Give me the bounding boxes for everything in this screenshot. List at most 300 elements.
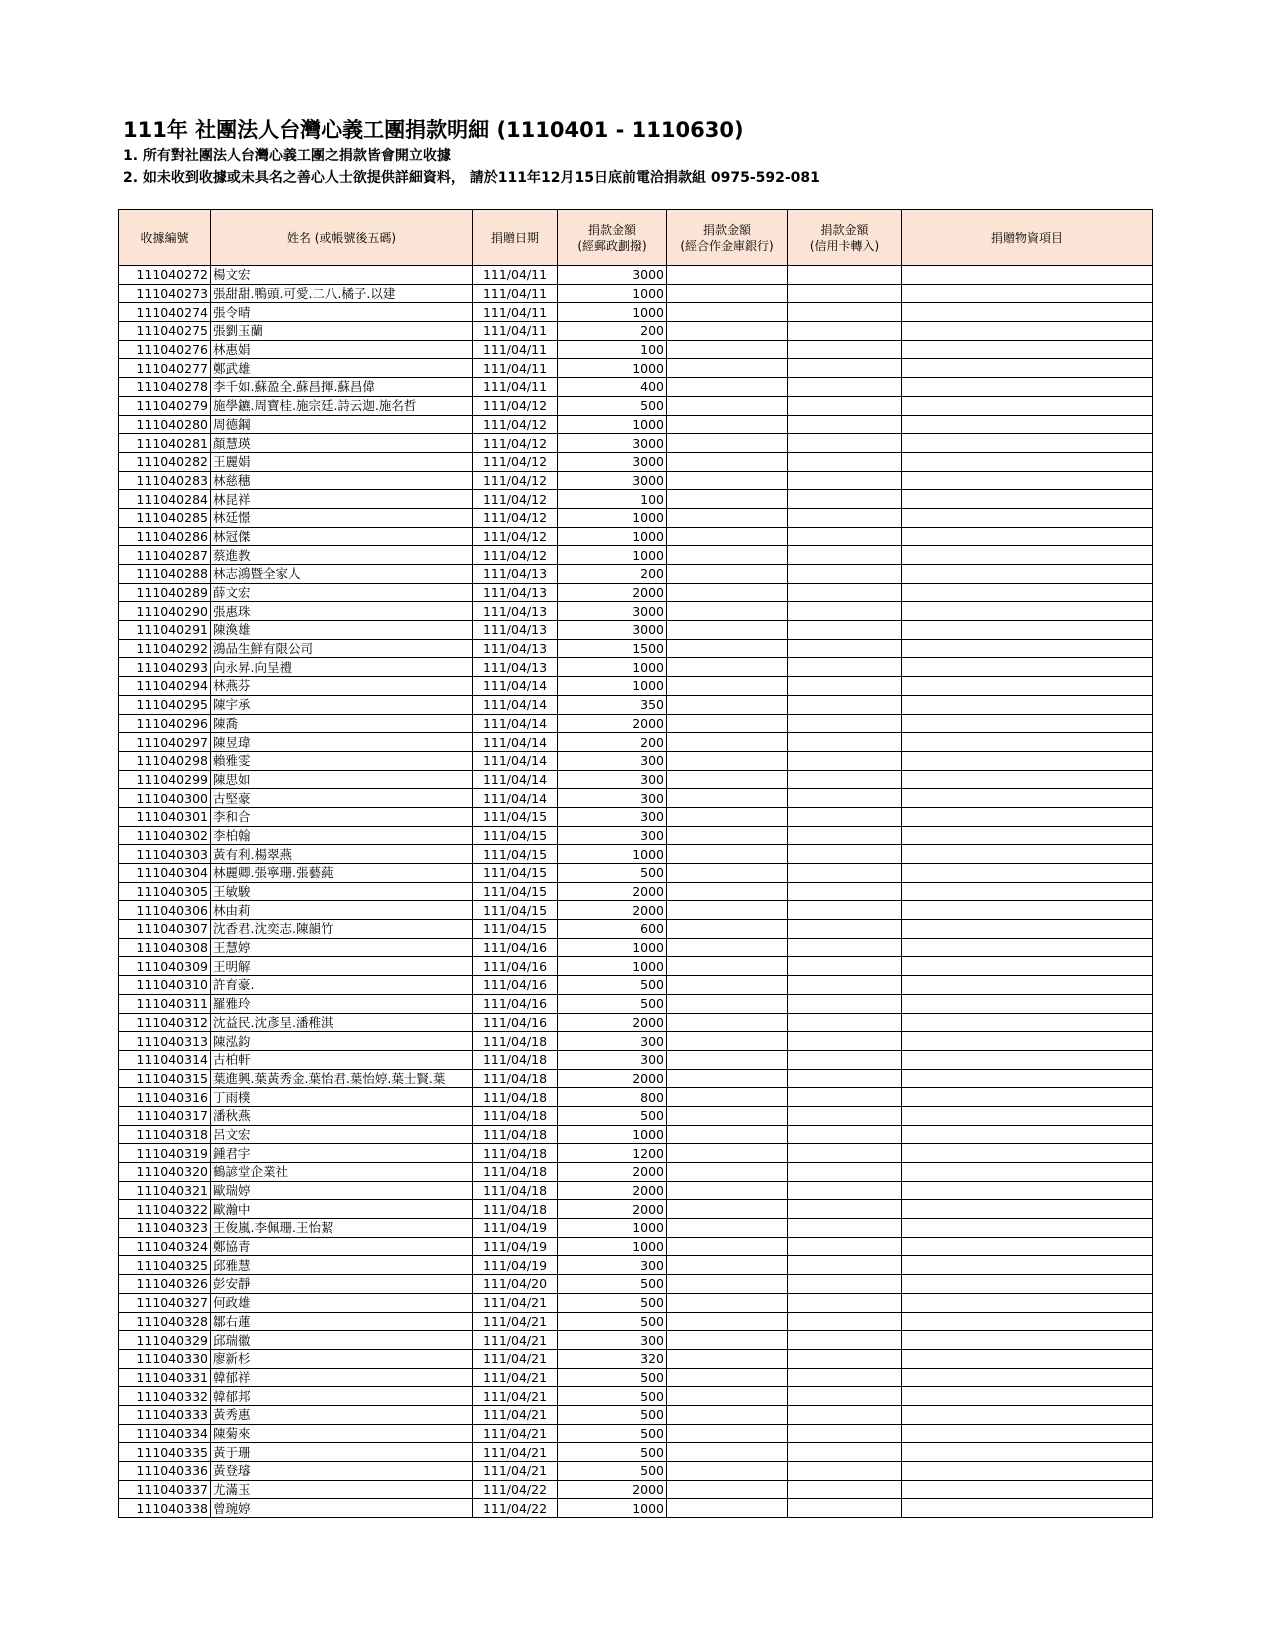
table-row [119,1144,1153,1163]
cell-goods [902,1368,1153,1387]
cell-receipt-no: 111040311 [119,994,211,1013]
cell-name: 林惠娟 [211,340,473,359]
cell-name: 陳喬 [211,714,473,733]
header-amount-bank-line1: 捐款金額 [702,222,751,237]
cell-goods [902,677,1153,696]
cell-amount-postal: 300 [558,1050,667,1069]
cell-receipt-no: 111040272 [119,266,211,285]
cell-receipt-no: 111040287 [119,546,211,565]
cell-amount-postal: 1000 [558,284,667,303]
cell-goods [902,1387,1153,1406]
cell-amount-card [788,770,902,789]
cell-amount-card [788,284,902,303]
cell-date: 111/04/18 [473,1163,558,1182]
table-row [119,1293,1153,1312]
cell-date: 111/04/16 [473,957,558,976]
cell-receipt-no: 111040301 [119,807,211,826]
cell-date: 111/04/15 [473,920,558,939]
table-row [119,1125,1153,1144]
cell-receipt-no: 111040283 [119,471,211,490]
cell-amount-postal: 500 [558,1368,667,1387]
cell-amount-bank [667,882,788,901]
cell-name: 李和合 [211,807,473,826]
table-row [119,1387,1153,1406]
cell-amount-card [788,340,902,359]
cell-date: 111/04/12 [473,452,558,471]
cell-amount-card [788,1275,902,1294]
cell-goods [902,1480,1153,1499]
cell-amount-postal: 2000 [558,1069,667,1088]
cell-amount-card [788,1349,902,1368]
cell-receipt-no: 111040324 [119,1237,211,1256]
table-row [119,621,1153,640]
cell-amount-bank [667,396,788,415]
cell-name: 古柏軒 [211,1050,473,1069]
header-amount-postal [558,210,667,266]
cell-amount-bank [667,434,788,453]
cell-goods [902,789,1153,808]
cell-amount-bank [667,1163,788,1182]
cell-receipt-no: 111040309 [119,957,211,976]
cell-date: 111/04/20 [473,1275,558,1294]
cell-goods [902,322,1153,341]
cell-amount-bank [667,1331,788,1350]
table-row [119,546,1153,565]
cell-receipt-no: 111040315 [119,1069,211,1088]
cell-goods [902,994,1153,1013]
cell-name: 林燕芬 [211,677,473,696]
cell-amount-postal: 500 [558,1443,667,1462]
cell-goods [902,546,1153,565]
cell-receipt-no: 111040307 [119,920,211,939]
cell-name: 周德鋼 [211,415,473,434]
cell-name: 林廷憬 [211,508,473,527]
cell-name: 鄭武雄 [211,359,473,378]
cell-goods [902,938,1153,957]
cell-amount-postal: 500 [558,1424,667,1443]
cell-amount-card [788,639,902,658]
cell-date: 111/04/22 [473,1499,558,1518]
cell-name: 林昆祥 [211,490,473,509]
cell-date: 111/04/15 [473,901,558,920]
table-row [119,1106,1153,1125]
cell-amount-card [788,322,902,341]
table-body [119,266,1153,1518]
cell-name: 陳泓鈞 [211,1032,473,1051]
cell-goods [902,751,1153,770]
cell-amount-bank [667,1480,788,1499]
header-amount-bank [667,210,788,266]
cell-amount-card [788,882,902,901]
cell-name: 許育豪. [211,976,473,995]
cell-goods [902,770,1153,789]
cell-receipt-no: 111040291 [119,621,211,640]
table-row [119,1219,1153,1238]
table-row [119,1405,1153,1424]
cell-date: 111/04/15 [473,826,558,845]
cell-amount-card [788,565,902,584]
cell-goods [902,733,1153,752]
cell-amount-postal: 1000 [558,303,667,322]
cell-goods [902,1069,1153,1088]
cell-amount-bank [667,770,788,789]
cell-amount-postal: 800 [558,1088,667,1107]
table-row [119,303,1153,322]
cell-goods [902,976,1153,995]
cell-amount-bank [667,508,788,527]
cell-amount-card [788,789,902,808]
cell-date: 111/04/15 [473,864,558,883]
cell-date: 111/04/11 [473,284,558,303]
cell-date: 111/04/18 [473,1106,558,1125]
header-amount-card-line1: 捐款金額 [820,222,869,237]
cell-name: 沈香君.沈奕志.陳韻竹 [211,920,473,939]
cell-amount-card [788,471,902,490]
cell-amount-card [788,658,902,677]
cell-amount-bank [667,938,788,957]
table-row [119,1312,1153,1331]
cell-receipt-no: 111040285 [119,508,211,527]
cell-amount-bank [667,826,788,845]
table-row [119,322,1153,341]
cell-goods [902,1144,1153,1163]
cell-amount-postal: 3000 [558,621,667,640]
cell-amount-card [788,546,902,565]
cell-amount-bank [667,677,788,696]
table-row [119,1069,1153,1088]
cell-name: 葉進興.葉黃秀金.葉怡君.葉怡婷.葉士賢.葉 [211,1069,473,1088]
cell-receipt-no: 111040298 [119,751,211,770]
cell-name: 陳昱瑋 [211,733,473,752]
cell-date: 111/04/11 [473,322,558,341]
cell-goods [902,807,1153,826]
cell-receipt-no: 111040282 [119,452,211,471]
cell-amount-bank [667,266,788,285]
cell-date: 111/04/21 [473,1349,558,1368]
cell-amount-bank [667,864,788,883]
cell-goods [902,1125,1153,1144]
cell-amount-postal: 100 [558,490,667,509]
cell-receipt-no: 111040299 [119,770,211,789]
cell-amount-bank [667,1237,788,1256]
cell-amount-card [788,266,902,285]
cell-date: 111/04/19 [473,1219,558,1238]
cell-amount-card [788,1424,902,1443]
cell-amount-bank [667,1088,788,1107]
cell-amount-postal: 1000 [558,957,667,976]
cell-amount-postal: 350 [558,695,667,714]
cell-receipt-no: 111040275 [119,322,211,341]
cell-date: 111/04/18 [473,1181,558,1200]
note-receipt: 1. 所有對社團法人台灣心義工團之捐款皆會開立收據 [123,148,451,164]
cell-amount-bank [667,789,788,808]
cell-date: 111/04/12 [473,415,558,434]
cell-date: 111/04/12 [473,471,558,490]
cell-amount-postal: 500 [558,396,667,415]
cell-amount-bank [667,1443,788,1462]
donation-table [118,209,1153,1518]
cell-receipt-no: 111040308 [119,938,211,957]
cell-amount-bank [667,340,788,359]
cell-date: 111/04/14 [473,733,558,752]
cell-name: 呂文宏 [211,1125,473,1144]
cell-amount-card [788,1032,902,1051]
cell-date: 111/04/21 [473,1405,558,1424]
cell-amount-card [788,901,902,920]
page-title: 111年 社團法人台灣心義工團捐款明細 (1110401 - 1110630) [123,118,744,142]
cell-amount-postal: 1000 [558,677,667,696]
cell-name: 張惠珠 [211,602,473,621]
table-header-row [119,210,1153,266]
cell-receipt-no: 111040322 [119,1200,211,1219]
table-row [119,508,1153,527]
cell-amount-postal: 1000 [558,938,667,957]
header-amount-bank-line2: (經合作金庫銀行) [680,238,774,253]
cell-amount-postal: 300 [558,751,667,770]
cell-amount-card [788,733,902,752]
cell-name: 張甜甜.鴨頭.可愛.二八.橘子.以建 [211,284,473,303]
cell-date: 111/04/12 [473,434,558,453]
cell-amount-bank [667,452,788,471]
cell-receipt-no: 111040303 [119,845,211,864]
cell-amount-card [788,807,902,826]
cell-receipt-no: 111040332 [119,1387,211,1406]
cell-goods [902,340,1153,359]
cell-name: 沈益民.沈彥呈.潘稚淇 [211,1013,473,1032]
cell-amount-bank [667,1293,788,1312]
cell-amount-postal: 320 [558,1349,667,1368]
cell-amount-postal: 500 [558,1312,667,1331]
cell-name: 韓郁邦 [211,1387,473,1406]
cell-amount-postal: 500 [558,1293,667,1312]
cell-amount-card [788,1256,902,1275]
cell-amount-card [788,845,902,864]
cell-goods [902,452,1153,471]
cell-amount-card [788,677,902,696]
table-row [119,452,1153,471]
cell-amount-card [788,1368,902,1387]
cell-amount-card [788,751,902,770]
cell-goods [902,583,1153,602]
cell-name: 古堅豪 [211,789,473,808]
table-row [119,826,1153,845]
cell-receipt-no: 111040292 [119,639,211,658]
cell-receipt-no: 111040278 [119,378,211,397]
cell-name: 鶴諺堂企業社 [211,1163,473,1182]
cell-amount-postal: 500 [558,994,667,1013]
cell-amount-bank [667,1499,788,1518]
cell-goods [902,1293,1153,1312]
cell-amount-postal: 300 [558,1331,667,1350]
cell-goods [902,396,1153,415]
cell-amount-bank [667,546,788,565]
cell-date: 111/04/18 [473,1050,558,1069]
cell-amount-bank [667,1125,788,1144]
table-row [119,284,1153,303]
cell-amount-card [788,938,902,957]
table-row [119,994,1153,1013]
cell-date: 111/04/18 [473,1144,558,1163]
cell-receipt-no: 111040318 [119,1125,211,1144]
cell-amount-card [788,994,902,1013]
cell-date: 111/04/21 [473,1331,558,1350]
table-row [119,845,1153,864]
cell-amount-card [788,1088,902,1107]
cell-receipt-no: 111040329 [119,1331,211,1350]
cell-receipt-no: 111040336 [119,1462,211,1481]
cell-receipt-no: 111040319 [119,1144,211,1163]
cell-amount-postal: 2000 [558,1013,667,1032]
cell-receipt-no: 111040338 [119,1499,211,1518]
cell-goods [902,882,1153,901]
header-amount-postal-line2: (經郵政劃撥) [577,238,647,253]
cell-name: 廖新杉 [211,1349,473,1368]
cell-amount-bank [667,621,788,640]
cell-amount-postal: 3000 [558,471,667,490]
cell-goods [902,1181,1153,1200]
table-row [119,658,1153,677]
cell-name: 鄭協青 [211,1237,473,1256]
cell-name: 鴻品生鮮有限公司 [211,639,473,658]
cell-amount-postal: 1000 [558,658,667,677]
cell-goods [902,565,1153,584]
cell-amount-card [788,1050,902,1069]
cell-name: 彭安靜 [211,1275,473,1294]
cell-name: 王麗娟 [211,452,473,471]
cell-date: 111/04/14 [473,714,558,733]
cell-date: 111/04/12 [473,546,558,565]
cell-amount-bank [667,845,788,864]
cell-receipt-no: 111040302 [119,826,211,845]
cell-amount-bank [667,901,788,920]
cell-goods [902,714,1153,733]
cell-amount-bank [667,284,788,303]
cell-receipt-no: 111040280 [119,415,211,434]
cell-amount-postal: 1000 [558,527,667,546]
cell-amount-postal: 300 [558,1032,667,1051]
cell-goods [902,359,1153,378]
cell-amount-bank [667,714,788,733]
cell-amount-card [788,1443,902,1462]
cell-amount-postal: 2000 [558,882,667,901]
cell-amount-postal: 1000 [558,845,667,864]
cell-date: 111/04/15 [473,845,558,864]
cell-date: 111/04/12 [473,527,558,546]
cell-name: 潘秋燕 [211,1106,473,1125]
cell-goods [902,639,1153,658]
header-receipt-no: 收據編號 [119,210,211,266]
cell-name: 王慧婷 [211,938,473,957]
cell-receipt-no: 111040295 [119,695,211,714]
table-row [119,471,1153,490]
cell-receipt-no: 111040290 [119,602,211,621]
cell-amount-postal: 2000 [558,1480,667,1499]
cell-amount-bank [667,1368,788,1387]
cell-goods [902,1237,1153,1256]
cell-goods [902,527,1153,546]
cell-amount-postal: 400 [558,378,667,397]
cell-name: 歐瑞婷 [211,1181,473,1200]
cell-date: 111/04/11 [473,340,558,359]
cell-name: 林冠傑 [211,527,473,546]
table-row [119,789,1153,808]
header-amount-card [788,210,902,266]
header-date: 捐贈日期 [473,210,558,266]
cell-amount-card [788,1462,902,1481]
cell-amount-bank [667,639,788,658]
cell-amount-postal: 1500 [558,639,667,658]
cell-goods [902,1013,1153,1032]
cell-amount-postal: 200 [558,565,667,584]
table-row [119,864,1153,883]
cell-goods [902,434,1153,453]
cell-name: 陳菊來 [211,1424,473,1443]
cell-date: 111/04/19 [473,1256,558,1275]
cell-name: 張令晴 [211,303,473,322]
cell-amount-postal: 500 [558,864,667,883]
cell-name: 李千如.蘇盈全.蘇昌揮.蘇昌偉 [211,378,473,397]
cell-date: 111/04/21 [473,1443,558,1462]
cell-amount-card [788,1293,902,1312]
cell-name: 鄒右蓮 [211,1312,473,1331]
cell-amount-card [788,452,902,471]
table-row [119,415,1153,434]
cell-amount-postal: 2000 [558,1163,667,1182]
cell-amount-card [788,396,902,415]
cell-amount-bank [667,976,788,995]
cell-date: 111/04/15 [473,807,558,826]
cell-name: 黃登璿 [211,1462,473,1481]
cell-goods [902,1275,1153,1294]
cell-goods [902,266,1153,285]
cell-goods [902,1219,1153,1238]
cell-amount-card [788,378,902,397]
cell-name: 蔡進教 [211,546,473,565]
cell-goods [902,1088,1153,1107]
table-row [119,1050,1153,1069]
cell-amount-bank [667,1256,788,1275]
cell-receipt-no: 111040294 [119,677,211,696]
cell-amount-card [788,1181,902,1200]
cell-amount-card [788,583,902,602]
cell-amount-postal: 2000 [558,583,667,602]
cell-name: 邱雅慧 [211,1256,473,1275]
cell-amount-postal: 500 [558,1405,667,1424]
cell-goods [902,695,1153,714]
cell-amount-bank [667,1462,788,1481]
table-row [119,807,1153,826]
cell-amount-bank [667,527,788,546]
cell-amount-card [788,527,902,546]
table-row [119,677,1153,696]
cell-name: 林志鴻暨全家人 [211,565,473,584]
cell-date: 111/04/13 [473,639,558,658]
cell-goods [902,471,1153,490]
cell-amount-bank [667,1387,788,1406]
cell-amount-card [788,1237,902,1256]
cell-goods [902,1424,1153,1443]
table-row [119,602,1153,621]
cell-date: 111/04/11 [473,359,558,378]
cell-date: 111/04/13 [473,565,558,584]
table-row [119,639,1153,658]
table-row [119,527,1153,546]
cell-date: 111/04/16 [473,994,558,1013]
cell-goods [902,901,1153,920]
cell-name: 丁雨樸 [211,1088,473,1107]
cell-name: 顏慧瑛 [211,434,473,453]
cell-goods [902,1106,1153,1125]
